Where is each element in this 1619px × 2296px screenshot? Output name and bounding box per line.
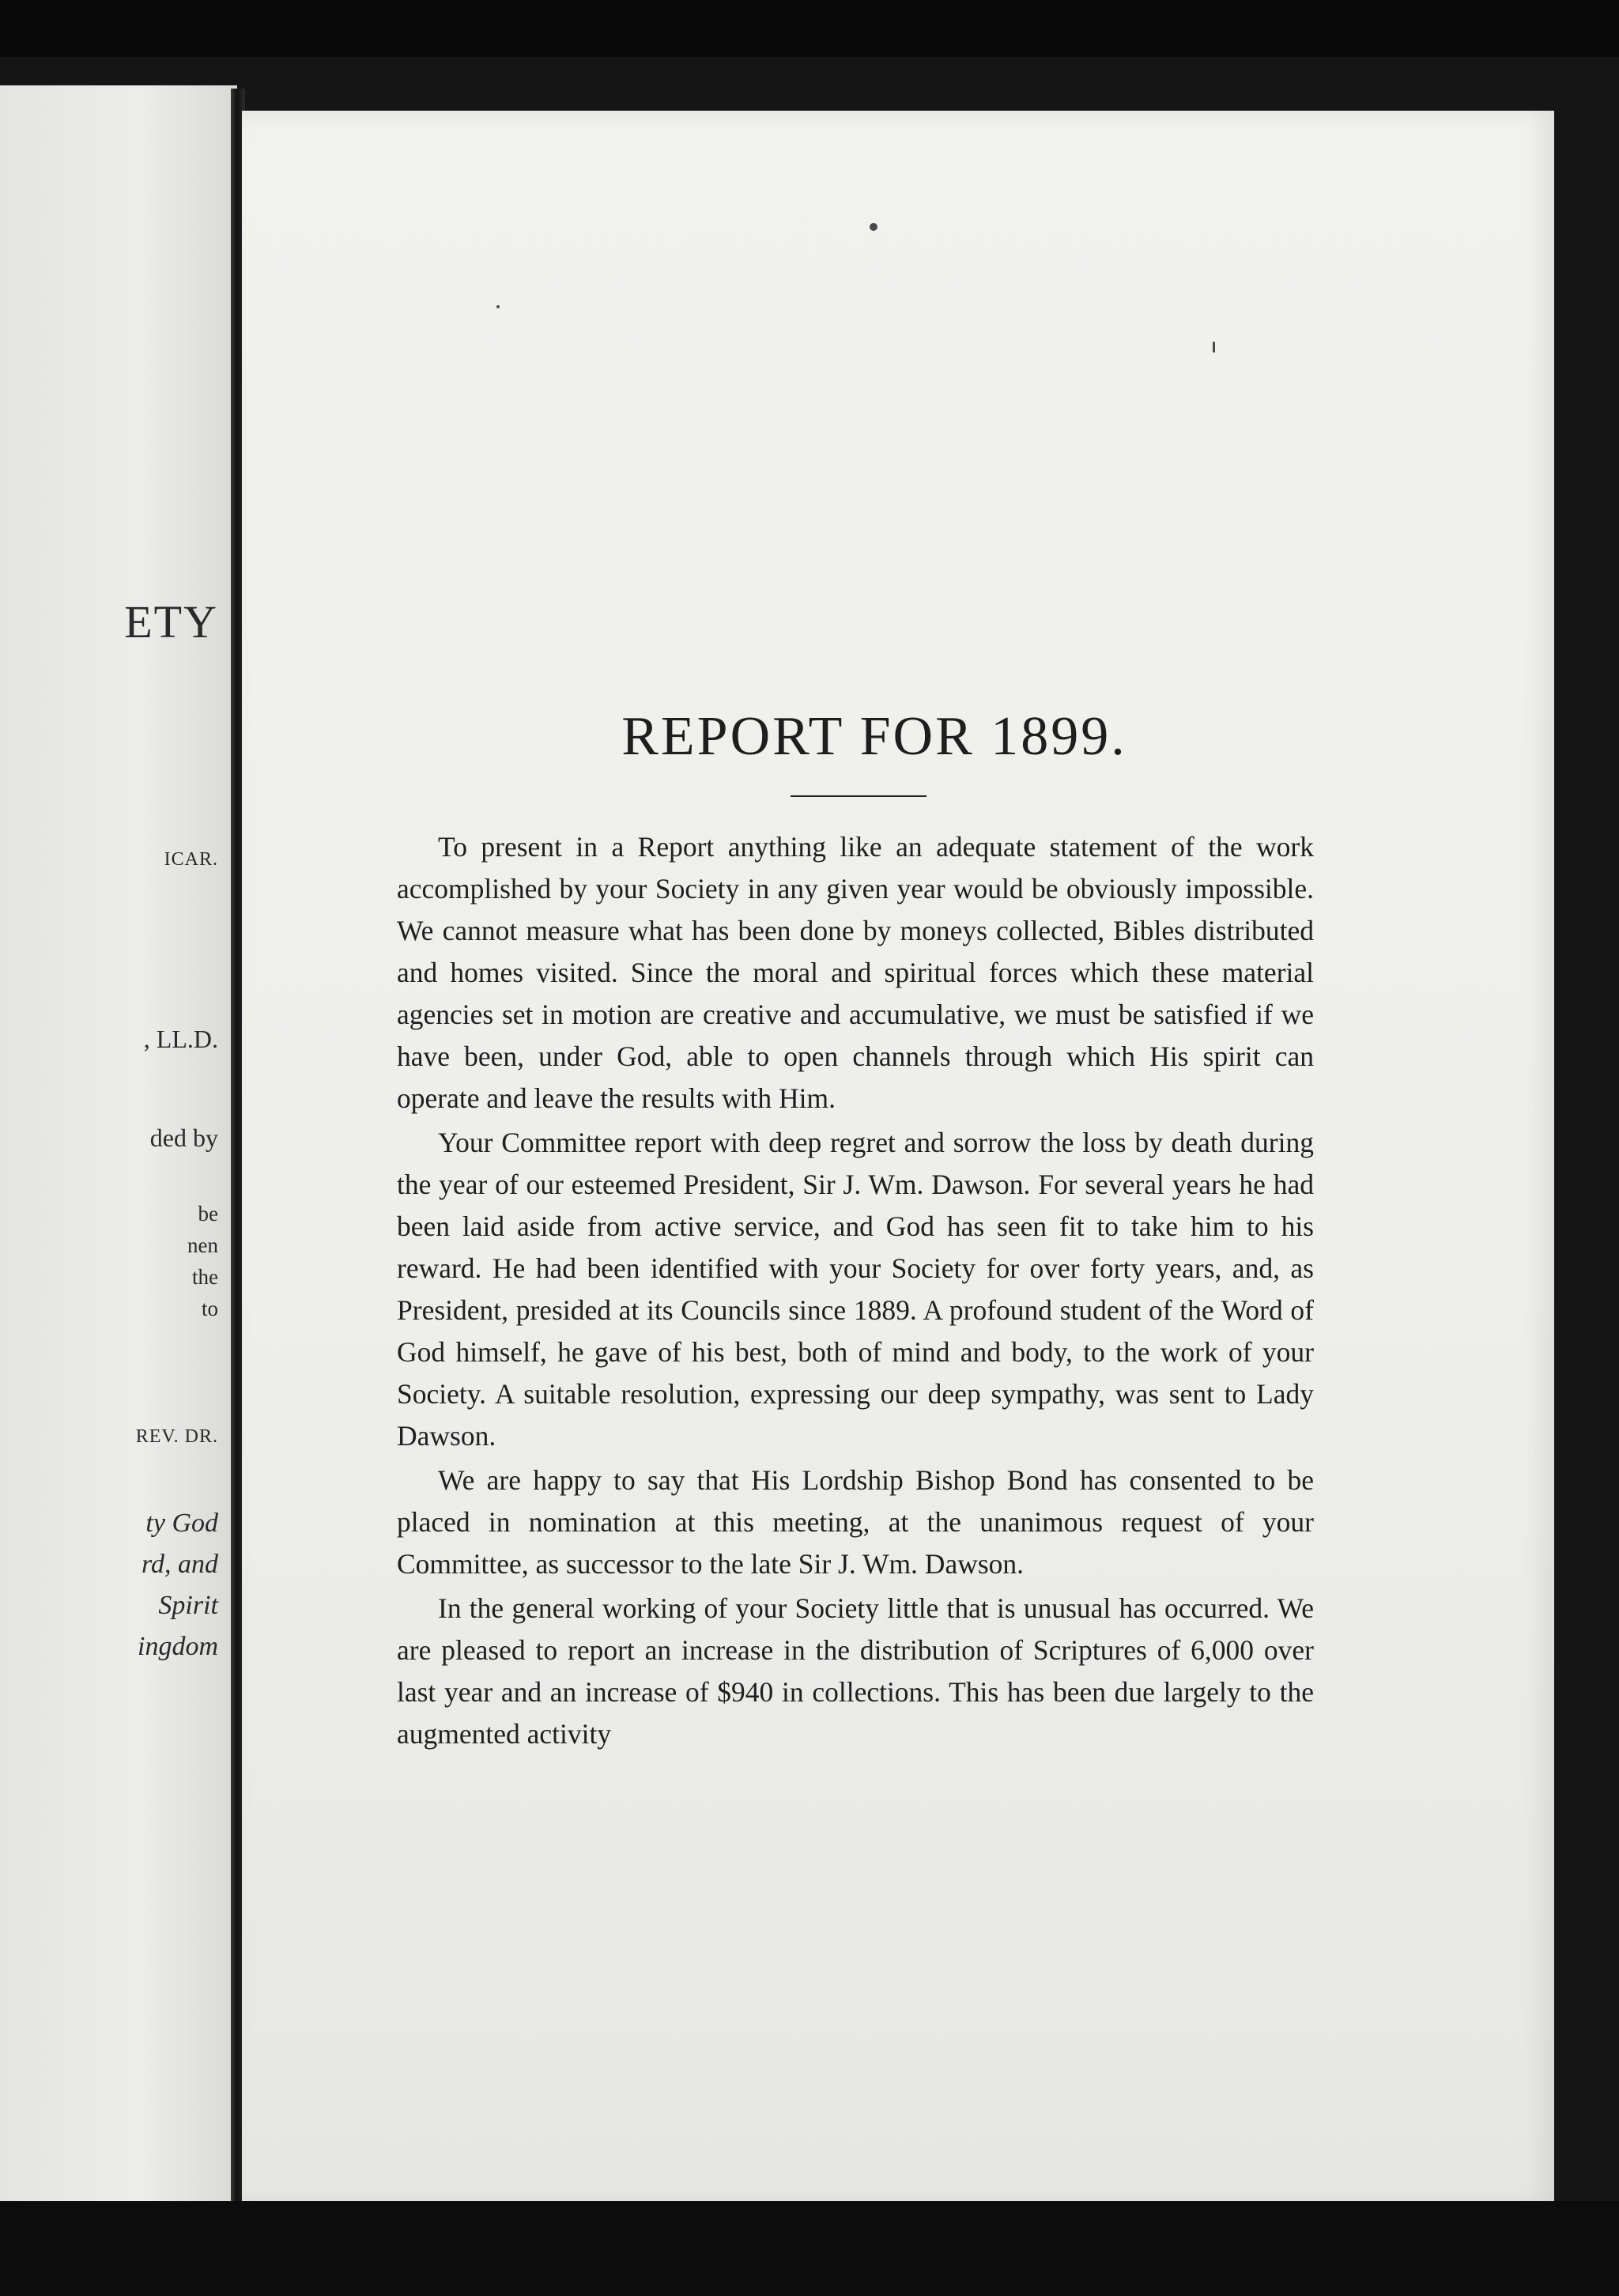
left-page-fragment: ty God <box>145 1509 218 1538</box>
left-page-fragment: ETY <box>124 596 218 648</box>
left-page-fragment: the <box>192 1265 218 1289</box>
left-page-fragment: ded by <box>149 1123 218 1152</box>
report-title: REPORT FOR 1899. <box>621 706 1127 767</box>
left-page <box>0 85 237 2204</box>
left-page-fragment: be <box>198 1202 218 1225</box>
left-page-fragment: ICAR. <box>164 849 218 870</box>
left-page-fragment: nen <box>187 1233 218 1257</box>
dust-speck <box>496 305 500 308</box>
top-film-border <box>0 0 1619 57</box>
report-body <box>397 826 1314 1755</box>
bottom-film-border <box>0 2201 1619 2296</box>
left-page-fragment: , LL.D. <box>143 1025 218 1053</box>
dust-speck <box>870 223 877 231</box>
title-rule <box>791 795 926 797</box>
paragraph: In the general working of your Society little that is unusual has occurred. We are pleased to report an increase in the distribution of Scriptures of 6,000 over last year and an increase of $940 in collections. This has been due largely to the augmented activity <box>397 1592 1314 1750</box>
right-page <box>242 111 1554 2206</box>
left-page-fragment: to <box>201 1297 218 1320</box>
left-page-fragment: ingdom <box>138 1632 218 1661</box>
left-page-fragment: REV. DR. <box>135 1426 218 1447</box>
left-page-fragment: Spirit <box>158 1591 218 1620</box>
paragraph: Your Committee report with deep regret and sorrow the loss by death during the year of our esteemed President, Sir J. Wm. Dawson. For several years he had been laid aside from active service, and God has seen fit to take him to his reward. He had been identified with your Society for over forty years, and, as President, presided at its Councils since 1889. A profound student of the Word of God himself, he gave of his best, both of mind and body, to the work of your Society. A suitable resolution, expressing our deep sympathy, was sent to Lady Dawson. <box>397 1127 1314 1452</box>
paragraph: To present in a Report anything like an adequate statement of the work accomplished by your Society in any given year would be obviously impossible. We cannot measure what has been done by moneys collected, Bibles distributed and homes visited. Since the moral and spiritual forces which these material agencies set in motion are creative and accumulative, we must be satisfied if we have been, under God, able to open channels through which His spirit can operate and leave the results with Him. <box>397 831 1314 1114</box>
paragraph: We are happy to say that His Lordship Bishop Bond has consented to be placed in nomination at this meeting, at the unanimous request of your Committee, as successor to the late Sir J. Wm. Dawson. <box>397 1464 1314 1580</box>
left-page-fragment: rd, and <box>142 1550 218 1579</box>
dust-speck <box>1213 342 1215 353</box>
